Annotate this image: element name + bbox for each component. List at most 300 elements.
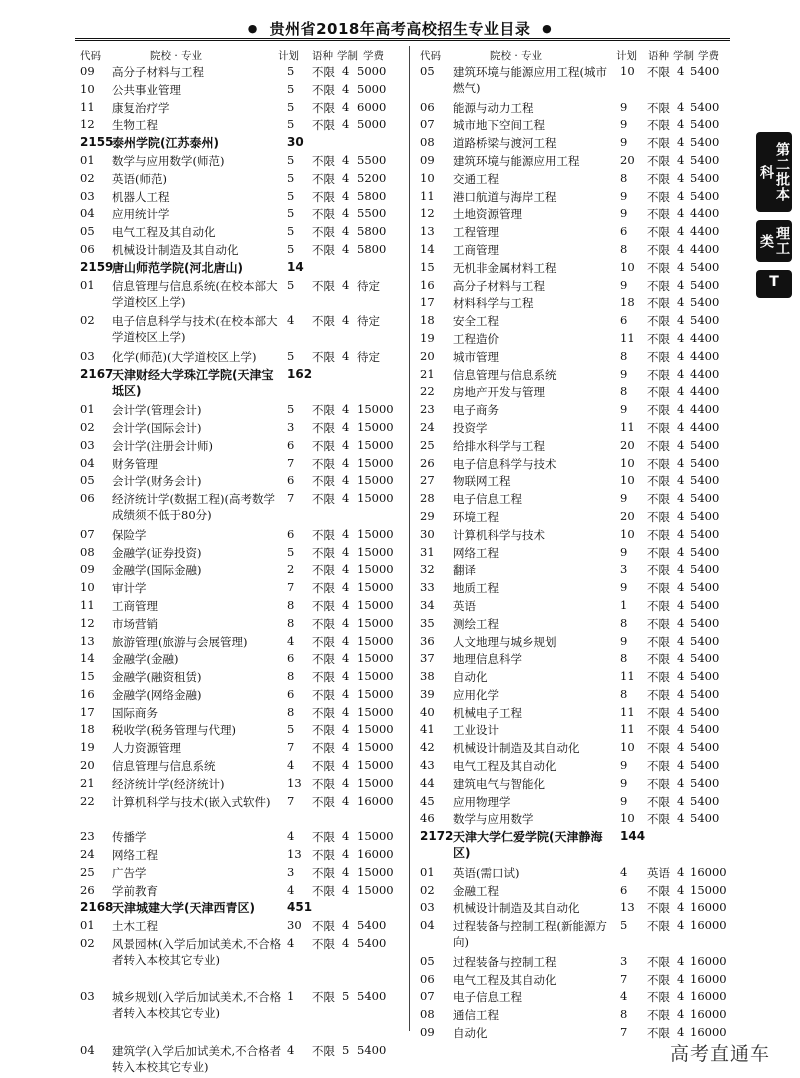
cell-name: 旅游管理(旅游与会展管理) (112, 634, 248, 649)
cell-plan: 9 (620, 775, 628, 790)
cell-years: 4 (677, 704, 685, 719)
cell-plan: 18 (620, 295, 635, 310)
cell-lang: 不限 (312, 741, 335, 756)
table-row (420, 419, 730, 437)
cell-years: 4 (677, 651, 685, 666)
table-row (80, 472, 404, 490)
cell-code: 40 (420, 704, 435, 719)
cell-name: 地质工程 (453, 581, 499, 596)
cell-lang: 不限 (647, 1008, 670, 1023)
cell-lang: 不限 (647, 260, 670, 275)
cell-years: 4 (677, 384, 685, 399)
cell-fee: 16000 (690, 953, 727, 968)
table-row (420, 775, 730, 793)
cell-code: 08 (80, 544, 95, 559)
right-table-body (420, 63, 730, 1042)
table-row (420, 544, 730, 562)
table-row (420, 793, 730, 811)
cell-lang: 不限 (312, 118, 335, 133)
cell-code: 2168 (80, 900, 114, 915)
cell-code: 15 (420, 259, 435, 274)
cell-code: 25 (420, 437, 435, 452)
cell-lang: 不限 (312, 616, 335, 631)
table-row (420, 366, 730, 384)
cell-lang: 不限 (312, 225, 335, 240)
cell-lang: 不限 (312, 652, 335, 667)
cell-lang: 不限 (312, 883, 335, 898)
table-row (420, 988, 730, 1006)
table-row (420, 437, 730, 455)
cell-fee: 5400 (690, 669, 720, 684)
cell-plan: 10 (620, 811, 635, 826)
table-row (420, 917, 730, 953)
cell-name: 网络工程 (453, 545, 499, 560)
header-code: 代码 (420, 50, 441, 62)
table-row (420, 170, 730, 188)
cell-lang: 不限 (312, 723, 335, 738)
cell-plan: 13 (620, 900, 635, 915)
cell-name: 环境工程 (453, 509, 499, 524)
institution-row (80, 134, 404, 152)
cell-years: 4 (342, 758, 350, 773)
cell-lang: 不限 (312, 420, 335, 435)
cell-plan: 8 (620, 348, 628, 363)
cell-code: 2155 (80, 135, 114, 150)
cell-plan: 11 (620, 419, 635, 434)
cell-years: 4 (677, 313, 685, 328)
cell-years: 4 (677, 170, 685, 185)
table-row (420, 188, 730, 206)
cell-plan: 30 (287, 135, 304, 150)
cell-name: 电子信息工程 (453, 492, 522, 507)
cell-lang: 不限 (647, 687, 670, 702)
cell-fee: 15000 (357, 455, 394, 470)
cell-code: 21 (80, 775, 95, 790)
cell-fee: 待定 (357, 278, 380, 293)
cell-fee: 待定 (357, 349, 380, 364)
header-rule (75, 38, 730, 39)
cell-plan: 5 (287, 402, 295, 417)
cell-code: 07 (420, 117, 435, 132)
table-row (420, 882, 730, 900)
table-row (80, 988, 404, 1041)
cell-code: 28 (420, 491, 435, 506)
cell-plan: 20 (620, 508, 635, 523)
cell-fee: 5400 (690, 651, 720, 666)
cell-lang: 不限 (312, 403, 335, 418)
institution-row (420, 828, 730, 864)
cell-lang: 不限 (312, 527, 335, 542)
cell-lang: 不限 (312, 990, 335, 1005)
cell-name: 广告学 (112, 865, 147, 880)
cell-fee: 5800 (357, 241, 387, 256)
watermark-text: 高考直通车 (669, 1043, 770, 1065)
cell-years: 4 (677, 64, 685, 78)
cell-name: 高分子材料与工程 (453, 278, 545, 293)
table-row (80, 615, 404, 633)
table-row (420, 633, 730, 651)
cell-lang: 英语 (647, 865, 670, 880)
cell-lang: 不限 (312, 153, 335, 168)
cell-plan: 9 (620, 758, 628, 773)
cell-name: 建筑环境与能源应用工程 (453, 153, 580, 168)
cell-fee: 5400 (690, 64, 720, 78)
cell-plan: 8 (620, 615, 628, 630)
cell-fee: 5400 (690, 633, 720, 648)
cell-lang: 不限 (312, 492, 335, 507)
cell-fee: 5400 (690, 259, 720, 274)
cell-lang: 不限 (647, 901, 670, 916)
cell-lang: 不限 (647, 652, 670, 667)
column-header (80, 45, 404, 63)
cell-years: 4 (677, 366, 685, 381)
cell-years: 4 (342, 455, 350, 470)
cell-years: 4 (677, 437, 685, 452)
table-row (80, 561, 404, 579)
cell-fee: 16000 (690, 1007, 727, 1022)
cell-code: 11 (420, 188, 435, 203)
table-row (80, 1042, 404, 1078)
cell-plan: 4 (287, 633, 295, 648)
cell-lang: 不限 (647, 759, 670, 774)
table-row (420, 526, 730, 544)
cell-plan: 9 (620, 135, 628, 150)
cell-name: 机器人工程 (112, 189, 170, 204)
cell-name: 翻译 (453, 563, 476, 578)
cell-years: 4 (342, 277, 350, 292)
cell-fee: 5400 (690, 170, 720, 185)
cell-years: 4 (342, 117, 350, 132)
cell-name: 机械设计制造及其自动化 (112, 242, 239, 257)
cell-years: 4 (677, 989, 685, 1004)
cell-code: 14 (420, 241, 435, 256)
cell-years: 4 (677, 135, 685, 150)
cell-lang: 不限 (647, 438, 670, 453)
cell-years: 5 (342, 1042, 350, 1057)
cell-lang: 不限 (647, 474, 670, 489)
cell-years: 4 (677, 152, 685, 167)
cell-plan: 4 (287, 882, 295, 897)
cell-name: 地理信息科学 (453, 652, 522, 667)
cell-lang: 不限 (312, 242, 335, 257)
cell-name: 电气工程及其自动化 (112, 225, 216, 240)
cell-plan: 6 (620, 882, 628, 897)
cell-plan: 4 (287, 313, 295, 328)
cell-name: 唐山师范学院(河北唐山) (112, 260, 243, 275)
cell-fee: 4400 (690, 224, 720, 239)
header-fee: 学费 (363, 50, 384, 62)
table-row (80, 81, 404, 99)
cell-code: 26 (420, 455, 435, 470)
cell-code: 18 (80, 722, 95, 737)
institution-row (80, 366, 404, 402)
cell-code: 20 (80, 758, 95, 773)
cell-years: 4 (677, 544, 685, 559)
cell-name: 应用物理学 (453, 794, 511, 809)
cell-years: 4 (342, 64, 350, 78)
cell-years: 4 (342, 544, 350, 559)
cell-name: 机械电子工程 (453, 705, 522, 720)
table-row (420, 205, 730, 223)
table-row (80, 544, 404, 562)
table-row (420, 259, 730, 277)
cell-plan: 5 (287, 81, 295, 96)
cell-code: 24 (420, 419, 435, 434)
tab-letter: T (756, 270, 792, 298)
cell-years: 4 (342, 580, 350, 595)
cell-name: 投资学 (453, 420, 488, 435)
cell-code: 10 (80, 81, 95, 96)
cell-lang: 不限 (647, 794, 670, 809)
cell-years: 4 (342, 188, 350, 203)
table-row (80, 188, 404, 206)
cell-plan: 30 (287, 918, 302, 933)
table-row (420, 312, 730, 330)
cell-plan: 2 (287, 562, 295, 577)
cell-fee: 5000 (357, 64, 387, 78)
cell-name: 工程管理 (453, 225, 499, 240)
table-row (80, 241, 404, 259)
table-row (80, 668, 404, 686)
cell-plan: 9 (620, 117, 628, 132)
cell-fee: 16000 (357, 847, 394, 862)
cell-code: 21 (420, 366, 435, 381)
cell-lang: 不限 (647, 723, 670, 738)
side-tabs (756, 132, 792, 306)
cell-code: 04 (80, 206, 95, 221)
cell-code: 29 (420, 508, 435, 523)
cell-code: 09 (80, 64, 95, 78)
cell-lang: 不限 (312, 456, 335, 471)
cell-lang: 不限 (647, 136, 670, 151)
cell-years: 4 (677, 419, 685, 434)
cell-code: 07 (420, 989, 435, 1004)
cell-plan: 5 (287, 544, 295, 559)
cell-name: 金融学(国际金融) (112, 563, 202, 578)
cell-code: 11 (80, 597, 95, 612)
table-row (80, 882, 404, 900)
cell-code: 12 (80, 117, 95, 132)
cell-name: 天津城建大学(天津西青区) (112, 901, 255, 916)
cell-fee: 5400 (690, 775, 720, 790)
cell-name: 会计学(财务会计) (112, 474, 202, 489)
cell-years: 4 (342, 437, 350, 452)
cell-fee: 5400 (690, 491, 720, 506)
table-row (80, 793, 404, 829)
cell-name: 城乡规划(入学后加试美术,不合格者转入本校其它专业) (112, 990, 282, 1021)
cell-name: 给排水科学与工程 (453, 438, 545, 453)
cell-years: 4 (677, 508, 685, 523)
cell-plan: 5 (287, 277, 295, 292)
cell-name: 测绘工程 (453, 616, 499, 631)
left-table-body (80, 63, 404, 1077)
cell-name: 物联网工程 (453, 474, 511, 489)
cell-code: 05 (80, 473, 95, 488)
header-bullet-icon: ● (542, 22, 553, 35)
cell-name: 数学与应用数学 (453, 812, 534, 827)
cell-years: 4 (677, 971, 685, 986)
cell-code: 22 (80, 793, 95, 808)
table-row (420, 63, 730, 99)
cell-name: 工业设计 (453, 723, 499, 738)
cell-years: 4 (677, 686, 685, 701)
cell-years: 4 (342, 936, 350, 951)
cell-name: 信息管理与信息系统(在校本部大学道校区上学) (112, 278, 278, 309)
cell-lang: 不限 (647, 741, 670, 756)
cell-name: 审计学 (112, 581, 147, 596)
cell-fee: 5400 (357, 1042, 387, 1057)
cell-plan: 10 (620, 740, 635, 755)
cell-years: 4 (342, 633, 350, 648)
cell-years: 4 (342, 686, 350, 701)
cell-code: 34 (420, 597, 435, 612)
cell-plan: 5 (287, 170, 295, 185)
cell-name: 财务管理 (112, 456, 158, 471)
cell-fee: 5400 (690, 526, 720, 541)
table-row (80, 597, 404, 615)
cell-lang: 不限 (312, 438, 335, 453)
cell-code: 08 (420, 1007, 435, 1022)
header-years: 学制 (337, 50, 358, 62)
header-bullet-icon: ● (247, 22, 258, 35)
cell-years: 4 (677, 882, 685, 897)
cell-lang: 不限 (647, 545, 670, 560)
cell-code: 08 (420, 135, 435, 150)
cell-years: 4 (677, 117, 685, 132)
cell-lang: 不限 (312, 598, 335, 613)
institution-row (80, 259, 404, 277)
cell-name: 经济统计学(经济统计) (112, 776, 225, 791)
cell-name: 生物工程 (112, 118, 158, 133)
cell-name: 材料科学与工程 (453, 296, 534, 311)
cell-years: 4 (342, 829, 350, 844)
cell-name: 机械设计制造及其自动化 (453, 741, 580, 756)
cell-plan: 10 (620, 455, 635, 470)
table-row (420, 134, 730, 152)
cell-fee: 5400 (690, 508, 720, 523)
cell-code: 25 (80, 864, 95, 879)
cell-fee: 15000 (357, 704, 394, 719)
cell-code: 16 (420, 277, 435, 292)
cell-lang: 不限 (312, 670, 335, 685)
cell-fee: 5400 (690, 811, 720, 826)
cell-code: 12 (80, 615, 95, 630)
table-row (420, 579, 730, 597)
cell-years: 4 (677, 402, 685, 417)
cell-fee: 15000 (357, 580, 394, 595)
cell-plan: 7 (287, 491, 295, 506)
cell-code: 41 (420, 722, 435, 737)
cell-code: 13 (420, 224, 435, 239)
cell-name: 机械设计制造及其自动化 (453, 901, 580, 916)
cell-code: 46 (420, 811, 435, 826)
table-row (80, 775, 404, 793)
cell-plan: 8 (287, 615, 295, 630)
cell-lang: 不限 (647, 670, 670, 685)
cell-code: 09 (420, 1025, 435, 1040)
cell-fee: 5500 (357, 152, 387, 167)
table-row (420, 757, 730, 775)
cell-code: 03 (420, 900, 435, 915)
table-row (420, 472, 730, 490)
table-row (80, 917, 404, 935)
cell-name: 建筑学(入学后加试美术,不合格者转入本校其它专业) (112, 1043, 282, 1074)
cell-name: 会计学(国际会计) (112, 420, 202, 435)
cell-fee: 5400 (690, 704, 720, 719)
cell-fee: 4400 (690, 348, 720, 363)
cell-plan: 7 (287, 455, 295, 470)
cell-name: 房地产开发与管理 (453, 385, 545, 400)
cell-fee: 15000 (690, 882, 727, 897)
cell-lang: 不限 (647, 492, 670, 507)
cell-plan: 3 (287, 419, 295, 434)
cell-years: 4 (677, 295, 685, 310)
cell-plan: 3 (620, 953, 628, 968)
cell-years: 4 (342, 864, 350, 879)
cell-name: 数学与应用数学(师范) (112, 153, 225, 168)
cell-lang: 不限 (647, 527, 670, 542)
cell-fee: 5400 (690, 562, 720, 577)
cell-fee: 5400 (690, 740, 720, 755)
cell-plan: 11 (620, 722, 635, 737)
cell-fee: 15000 (357, 597, 394, 612)
cell-fee: 15000 (357, 615, 394, 630)
cell-years: 4 (342, 224, 350, 239)
cell-lang: 不限 (647, 242, 670, 257)
cell-code: 09 (80, 562, 95, 577)
cell-plan: 9 (620, 580, 628, 595)
cell-code: 36 (420, 633, 435, 648)
cell-fee: 5000 (357, 117, 387, 132)
cell-name: 计算机科学与技术 (453, 527, 545, 542)
table-row (420, 686, 730, 704)
cell-lang: 不限 (312, 545, 335, 560)
cell-fee: 16000 (690, 1025, 727, 1040)
cell-code: 2172 (420, 829, 454, 844)
cell-fee: 5400 (690, 722, 720, 737)
cell-years: 4 (342, 597, 350, 612)
cell-lang: 不限 (647, 812, 670, 827)
cell-lang: 不限 (647, 634, 670, 649)
cell-lang: 不限 (647, 972, 670, 987)
cell-lang: 不限 (647, 403, 670, 418)
cell-lang: 不限 (312, 100, 335, 115)
cell-plan: 4 (287, 1042, 295, 1057)
cell-lang: 不限 (312, 919, 335, 934)
cell-plan: 13 (287, 847, 302, 862)
cell-plan: 7 (287, 793, 295, 808)
cell-name: 保险学 (112, 527, 147, 542)
cell-fee: 5400 (690, 99, 720, 114)
cell-code: 37 (420, 651, 435, 666)
cell-plan: 8 (620, 241, 628, 256)
cell-name: 传播学 (112, 830, 147, 845)
table-row (80, 828, 404, 846)
cell-years: 4 (677, 580, 685, 595)
header-school: 院校 · 专业 (490, 50, 543, 62)
cell-fee: 15000 (357, 669, 394, 684)
cell-name: 税收学(税务管理与代理) (112, 723, 236, 738)
cell-code: 38 (420, 669, 435, 684)
cell-years: 4 (342, 402, 350, 417)
cell-fee: 16000 (690, 918, 727, 933)
cell-lang: 不限 (647, 954, 670, 969)
cell-name: 电气工程及其自动化 (453, 972, 557, 987)
cell-fee: 16000 (690, 971, 727, 986)
cell-plan: 8 (620, 1007, 628, 1022)
cell-years: 4 (677, 900, 685, 915)
cell-code: 2167 (80, 366, 114, 381)
